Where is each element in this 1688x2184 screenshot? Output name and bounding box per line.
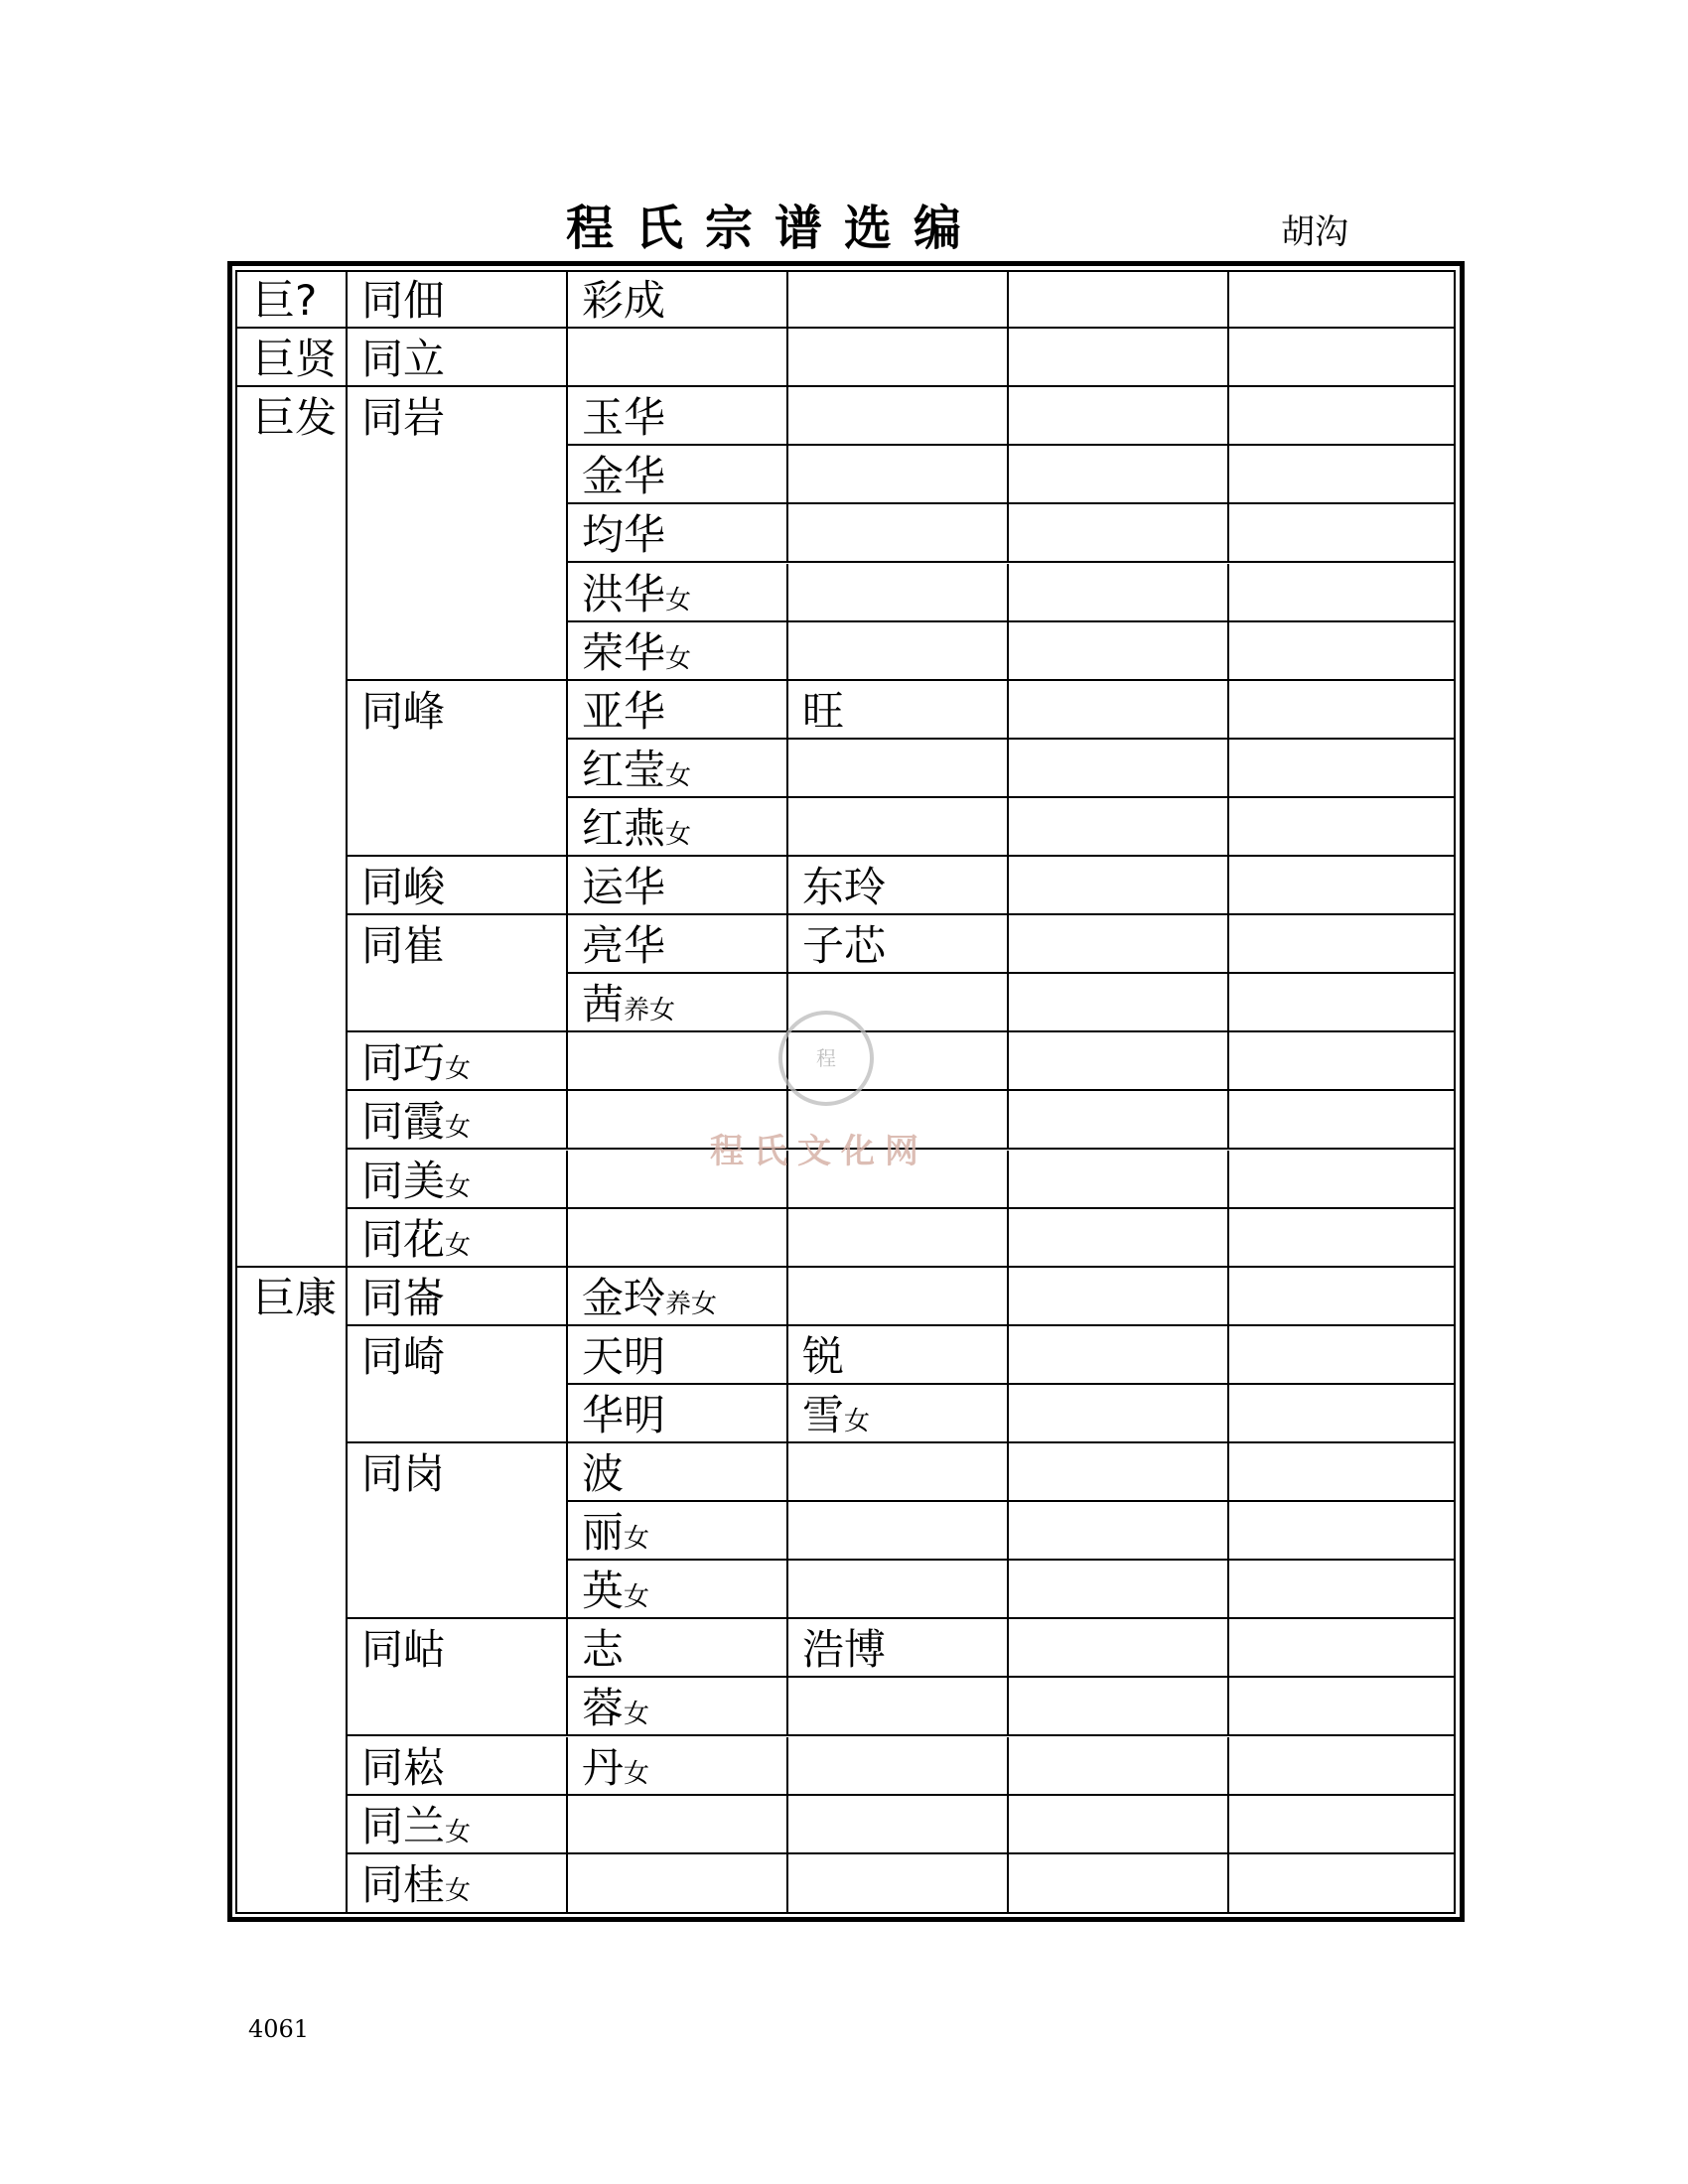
table-cell — [788, 329, 1009, 387]
table-cell — [1009, 1561, 1229, 1619]
table-cell — [1009, 1502, 1229, 1561]
table-cell — [348, 1854, 568, 1913]
person-name: 雪 — [802, 1390, 845, 1439]
person-name: 彩成 — [582, 276, 666, 325]
table-cell — [788, 1854, 1009, 1913]
table-cell — [235, 270, 348, 329]
table-cell — [1229, 329, 1454, 387]
table-cell — [348, 1091, 568, 1150]
table-cell — [568, 1268, 788, 1326]
table-cell — [1009, 798, 1229, 857]
table-cell — [788, 798, 1009, 857]
person-name: 锐 — [802, 1331, 845, 1381]
person-name: 亚华 — [582, 686, 666, 736]
table-cell — [1009, 504, 1229, 563]
page-number: 4061 — [248, 2015, 310, 2043]
table-cell — [788, 270, 1009, 329]
gender-mark: 女 — [445, 1875, 472, 1906]
table-cell — [348, 387, 568, 681]
person-name: 荣华 — [582, 627, 666, 677]
table-cell — [235, 329, 348, 387]
table-cell — [1009, 622, 1229, 681]
person-name: 同兰 — [361, 1801, 446, 1850]
table-cell — [568, 857, 788, 915]
table-cell — [1009, 1151, 1229, 1209]
table-cell — [568, 446, 788, 504]
gender-mark: 女 — [624, 1582, 650, 1613]
table-cell — [348, 1209, 568, 1268]
table-cell — [348, 681, 568, 857]
table-cell — [348, 857, 568, 915]
page-title: 程氏宗谱选编 — [565, 201, 983, 256]
table-cell — [1229, 1737, 1454, 1796]
table-cell — [788, 1385, 1009, 1443]
table-cell — [788, 740, 1009, 798]
person-name: 茜 — [582, 980, 625, 1029]
table-cell — [1009, 1209, 1229, 1268]
person-name: 巨贤 — [253, 335, 338, 384]
table-cell — [1009, 740, 1229, 798]
table-cell — [568, 740, 788, 798]
table-cell — [788, 857, 1009, 915]
table-cell — [1229, 1268, 1454, 1326]
table-cell — [1009, 974, 1229, 1032]
table-cell — [788, 1737, 1009, 1796]
gender-mark: 女 — [665, 760, 692, 791]
table-cell — [1009, 857, 1229, 915]
table-cell — [235, 387, 348, 1268]
person-name: 天明 — [582, 1331, 666, 1381]
table-cell — [1229, 1326, 1454, 1385]
person-name: 丹 — [582, 1742, 625, 1792]
table-cell — [788, 1678, 1009, 1736]
table-cell — [788, 622, 1009, 681]
person-name: 同崧 — [361, 1742, 446, 1792]
table-cell — [1229, 740, 1454, 798]
person-name: 红莹 — [582, 745, 666, 794]
table-cell — [1009, 1385, 1229, 1443]
person-name: 子芯 — [802, 921, 887, 971]
gender-mark: 女 — [445, 1230, 472, 1261]
table-cell — [1009, 1737, 1229, 1796]
table-cell — [1229, 446, 1454, 504]
gender-mark: 女 — [665, 585, 692, 615]
table-cell — [788, 1209, 1009, 1268]
table-cell — [568, 1032, 788, 1091]
person-name: 同崎 — [361, 1331, 446, 1381]
table-cell — [1229, 1619, 1454, 1678]
table-cell — [348, 1326, 568, 1443]
table-cell — [235, 1268, 348, 1913]
table-cell — [1229, 564, 1454, 622]
person-name: 巨康 — [253, 1273, 338, 1322]
table-cell — [568, 1326, 788, 1385]
table-cell — [348, 1032, 568, 1091]
table-cell — [1009, 915, 1229, 974]
table-cell — [1229, 1502, 1454, 1561]
person-name: 同桂 — [361, 1859, 446, 1909]
gender-mark: 女 — [445, 1171, 472, 1202]
table-cell — [788, 387, 1009, 446]
table-cell — [1009, 1032, 1229, 1091]
table-cell — [568, 1443, 788, 1502]
table-cell — [568, 1796, 788, 1854]
table-cell — [788, 1796, 1009, 1854]
table-cell — [568, 1502, 788, 1561]
table-cell — [1229, 1443, 1454, 1502]
table-cell — [568, 329, 788, 387]
person-name: 志 — [582, 1625, 625, 1675]
table-cell — [1229, 915, 1454, 974]
table-cell — [1229, 1032, 1454, 1091]
person-name: 波 — [582, 1449, 625, 1498]
table-cell — [1229, 857, 1454, 915]
person-name: 同巧 — [361, 1038, 446, 1088]
person-name: 同崙 — [361, 1273, 446, 1322]
person-name: 丽 — [582, 1508, 625, 1558]
table-cell — [348, 270, 568, 329]
table-cell — [568, 1209, 788, 1268]
table-cell — [348, 1151, 568, 1209]
table-cell — [1229, 798, 1454, 857]
table-cell — [568, 681, 788, 740]
table-cell — [1009, 1854, 1229, 1913]
table-cell — [568, 564, 788, 622]
person-name: 英 — [582, 1567, 625, 1616]
table-cell — [1229, 1678, 1454, 1736]
table-cell — [568, 1678, 788, 1736]
gender-mark: 女 — [445, 1054, 472, 1085]
gender-mark: 女 — [624, 1758, 650, 1789]
person-name: 同美 — [361, 1156, 446, 1205]
person-name: 巨发 — [253, 393, 338, 443]
table-cell — [788, 915, 1009, 974]
table-cell — [788, 504, 1009, 563]
person-name: 金华 — [582, 452, 666, 501]
table-cell — [348, 329, 568, 387]
table-cell — [1009, 446, 1229, 504]
table-cell — [788, 681, 1009, 740]
person-name: 同岩 — [361, 393, 446, 443]
gender-mark: 女 — [445, 1817, 472, 1847]
table-cell — [1009, 681, 1229, 740]
person-name: 红燕 — [582, 803, 666, 853]
person-name: 旺 — [802, 686, 845, 736]
table-cell — [788, 1502, 1009, 1561]
table-cell — [1009, 1326, 1229, 1385]
table-cell — [1009, 1443, 1229, 1502]
person-name: 同崔 — [361, 921, 446, 971]
table-cell — [1229, 1385, 1454, 1443]
gender-mark: 养女 — [624, 996, 676, 1026]
table-cell — [1009, 564, 1229, 622]
person-name: 玉华 — [582, 393, 666, 443]
table-cell — [348, 915, 568, 1032]
table-cell — [1009, 1796, 1229, 1854]
table-cell — [788, 1326, 1009, 1385]
person-name: 华明 — [582, 1390, 666, 1439]
person-name: 东玲 — [802, 863, 887, 911]
table-cell — [1229, 1796, 1454, 1854]
table-cell — [1229, 387, 1454, 446]
gender-mark: 女 — [844, 1406, 871, 1436]
person-name: 同霞 — [361, 1097, 446, 1147]
person-name: 同峰 — [361, 686, 446, 736]
person-name: 同立 — [361, 335, 446, 384]
table-cell — [1009, 1091, 1229, 1150]
table-cell — [1229, 681, 1454, 740]
table-cell — [348, 1268, 568, 1326]
table-cell — [1229, 1091, 1454, 1150]
gender-mark: 女 — [445, 1113, 472, 1144]
table-cell — [568, 1385, 788, 1443]
table-cell — [1009, 1678, 1229, 1736]
table-cell — [1009, 1619, 1229, 1678]
person-name: 亮华 — [582, 921, 666, 971]
table-cell — [1229, 1561, 1454, 1619]
table-cell — [1229, 504, 1454, 563]
table-cell — [1229, 1151, 1454, 1209]
table-cell — [788, 1619, 1009, 1678]
table-cell — [348, 1619, 568, 1736]
table-cell — [1229, 1854, 1454, 1913]
table-cell — [348, 1796, 568, 1854]
watermark-seal-icon: 程 — [778, 1011, 874, 1106]
table-cell — [788, 1443, 1009, 1502]
table-cell — [568, 974, 788, 1032]
gender-mark: 女 — [624, 1700, 650, 1730]
table-cell — [788, 1268, 1009, 1326]
person-name: 同岵 — [361, 1625, 446, 1675]
table-cell — [788, 1561, 1009, 1619]
person-name: 金玲 — [582, 1273, 666, 1322]
table-cell — [788, 446, 1009, 504]
gender-mark: 女 — [624, 1524, 650, 1555]
person-name: 均华 — [582, 510, 666, 560]
table-cell — [1229, 974, 1454, 1032]
person-name: 洪华 — [582, 569, 666, 618]
gender-mark: 女 — [665, 643, 692, 674]
table-cell — [568, 387, 788, 446]
person-name: 同峻 — [361, 863, 446, 911]
table-cell — [788, 564, 1009, 622]
person-name: 浩博 — [802, 1625, 887, 1675]
person-name: 巨? — [253, 276, 318, 325]
table-cell — [568, 915, 788, 974]
table-cell — [568, 1619, 788, 1678]
table-cell — [568, 1854, 788, 1913]
person-name: 同岗 — [361, 1449, 446, 1498]
table-cell — [1009, 387, 1229, 446]
table-cell — [568, 798, 788, 857]
table-cell — [348, 1737, 568, 1796]
table-cell — [1009, 270, 1229, 329]
table-cell — [1009, 1268, 1229, 1326]
watermark-text: 程氏文化网 — [710, 1132, 928, 1171]
person-name: 蓉 — [582, 1684, 625, 1733]
person-name: 同花 — [361, 1214, 446, 1264]
table-cell — [1229, 270, 1454, 329]
gender-mark: 女 — [665, 819, 692, 850]
table-cell — [348, 1443, 568, 1619]
gender-mark: 养女 — [665, 1289, 718, 1319]
table-cell — [568, 270, 788, 329]
table-cell — [568, 622, 788, 681]
table-cell — [568, 1737, 788, 1796]
person-name: 同佃 — [361, 276, 446, 325]
table-cell — [1229, 622, 1454, 681]
table-cell — [568, 504, 788, 563]
table-cell — [1009, 329, 1229, 387]
location-label: 胡沟 — [1281, 212, 1348, 252]
person-name: 运华 — [582, 863, 666, 911]
table-cell — [1229, 1209, 1454, 1268]
table-cell — [568, 1561, 788, 1619]
